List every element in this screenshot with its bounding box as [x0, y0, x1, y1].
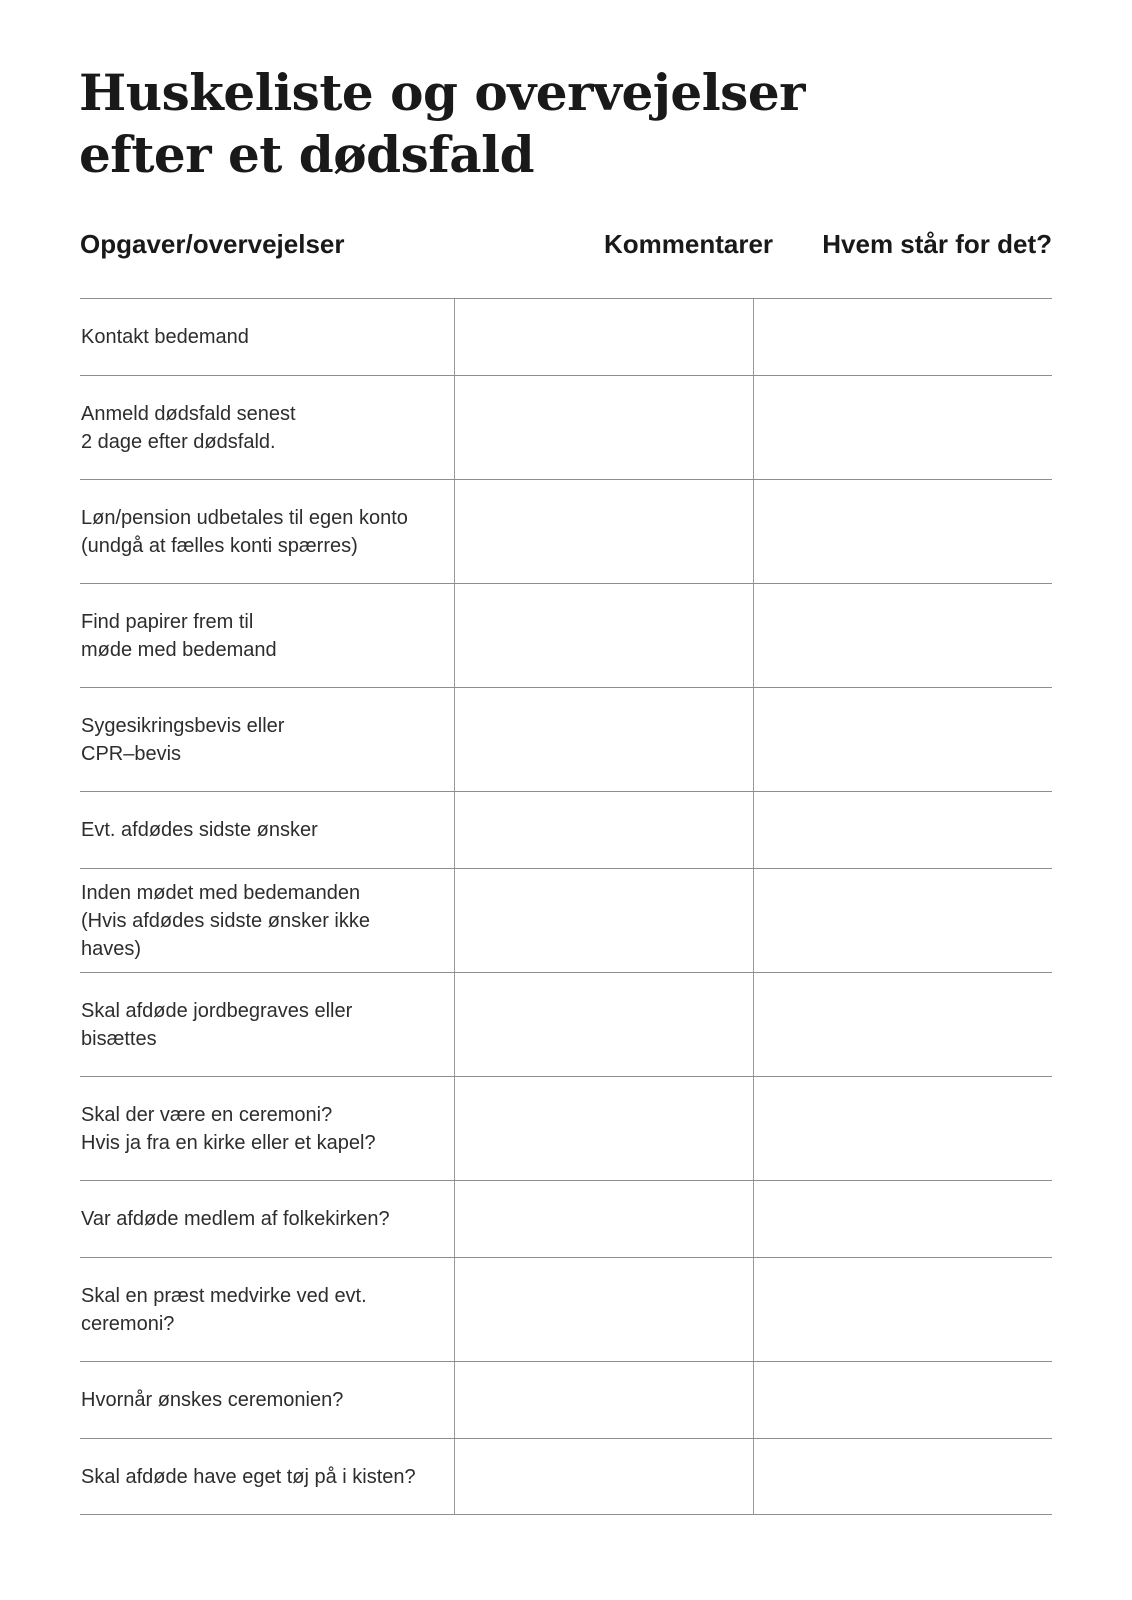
task-label: Evt. afdødes sidste ønsker — [81, 819, 318, 841]
table-row — [80, 298, 1052, 375]
responsible-cell — [753, 869, 1052, 972]
task-label: Var afdøde medlem af folkekirken? — [81, 1208, 390, 1230]
responsible-cell — [753, 1362, 1052, 1438]
table-row — [80, 479, 1052, 583]
responsible-cell — [753, 480, 1052, 583]
task-cell — [80, 1181, 454, 1257]
task-label: ceremoni? — [81, 1312, 175, 1335]
task-label: bisættes — [81, 1027, 157, 1050]
responsible-cell — [753, 1181, 1052, 1257]
task-label: Løn/pension udbetales til egen konto — [81, 506, 408, 529]
task-cell — [80, 973, 454, 1076]
responsible-cell — [753, 688, 1052, 791]
page-title-line2: efter et dødsfald — [79, 125, 535, 184]
page-title-line1: Huskeliste og overvejelser — [79, 63, 805, 122]
task-cell — [80, 1258, 454, 1361]
comment-cell — [454, 1258, 753, 1361]
task-cell — [80, 688, 454, 791]
table-row — [80, 687, 1052, 791]
responsible-cell — [753, 792, 1052, 868]
page-title — [79, 62, 805, 186]
table-row — [80, 1257, 1052, 1361]
table-row — [80, 1361, 1052, 1438]
task-label: CPR–bevis — [81, 742, 182, 765]
comment-cell — [454, 1362, 753, 1438]
task-label: (undgå at fælles konti spærres) — [81, 534, 358, 557]
table-row — [80, 791, 1052, 868]
comment-cell — [454, 1077, 753, 1180]
task-label: Skal der være en ceremoni? — [81, 1103, 333, 1126]
comment-cell — [454, 299, 753, 375]
table-row — [80, 1438, 1052, 1515]
task-label: Anmeld dødsfald senest — [81, 402, 296, 425]
task-label: Skal en præst medvirke ved evt. — [81, 1284, 367, 1307]
comment-cell — [454, 792, 753, 868]
responsible-cell — [753, 584, 1052, 687]
task-label: møde med bedemand — [81, 638, 277, 661]
comment-cell — [454, 688, 753, 791]
responsible-cell — [753, 973, 1052, 1076]
column-header-comments: Kommentarer — [604, 229, 774, 259]
responsible-cell — [753, 299, 1052, 375]
column-header-responsible: Hvem står for det? — [822, 229, 1052, 259]
comment-cell — [454, 869, 753, 972]
comment-cell — [454, 480, 753, 583]
checklist-table — [80, 298, 1052, 1515]
task-label: Skal afdøde have eget tøj på i kisten? — [81, 1465, 416, 1488]
column-header-tasks: Opgaver/overvejelser — [80, 229, 345, 259]
comment-cell — [454, 1439, 753, 1514]
task-label: Skal afdøde jordbegraves eller — [81, 999, 353, 1022]
task-label: Kontakt bedemand — [81, 326, 249, 348]
task-cell — [80, 376, 454, 479]
comment-cell — [454, 376, 753, 479]
task-cell — [80, 869, 454, 972]
responsible-cell — [753, 1077, 1052, 1180]
task-cell — [80, 584, 454, 687]
responsible-cell — [753, 1258, 1052, 1361]
table-row — [80, 1076, 1052, 1180]
table-row — [80, 868, 1052, 972]
task-label: Hvis ja fra en kirke eller et kapel? — [81, 1131, 376, 1154]
comment-cell — [454, 973, 753, 1076]
comment-cell — [454, 584, 753, 687]
task-label: Sygesikringsbevis eller — [81, 714, 285, 737]
table-row — [80, 583, 1052, 687]
task-cell — [80, 480, 454, 583]
task-label: Hvornår ønskes ceremonien? — [81, 1389, 344, 1411]
task-label: Inden mødet med bedemanden — [81, 881, 361, 904]
responsible-cell — [753, 376, 1052, 479]
table-row — [80, 972, 1052, 1076]
comment-cell — [454, 1181, 753, 1257]
task-label: Find papirer frem til — [81, 610, 254, 633]
table-row — [80, 375, 1052, 479]
task-cell — [80, 1077, 454, 1180]
column-headers — [80, 229, 1052, 261]
table-row — [80, 1180, 1052, 1257]
task-cell — [80, 1439, 454, 1514]
task-cell — [80, 299, 454, 375]
task-label: 2 dage efter dødsfald. — [81, 430, 276, 453]
task-cell — [80, 792, 454, 868]
task-cell — [80, 1362, 454, 1438]
responsible-cell — [753, 1439, 1052, 1514]
task-label: (Hvis afdødes sidste ønsker ikke haves) — [81, 909, 370, 960]
